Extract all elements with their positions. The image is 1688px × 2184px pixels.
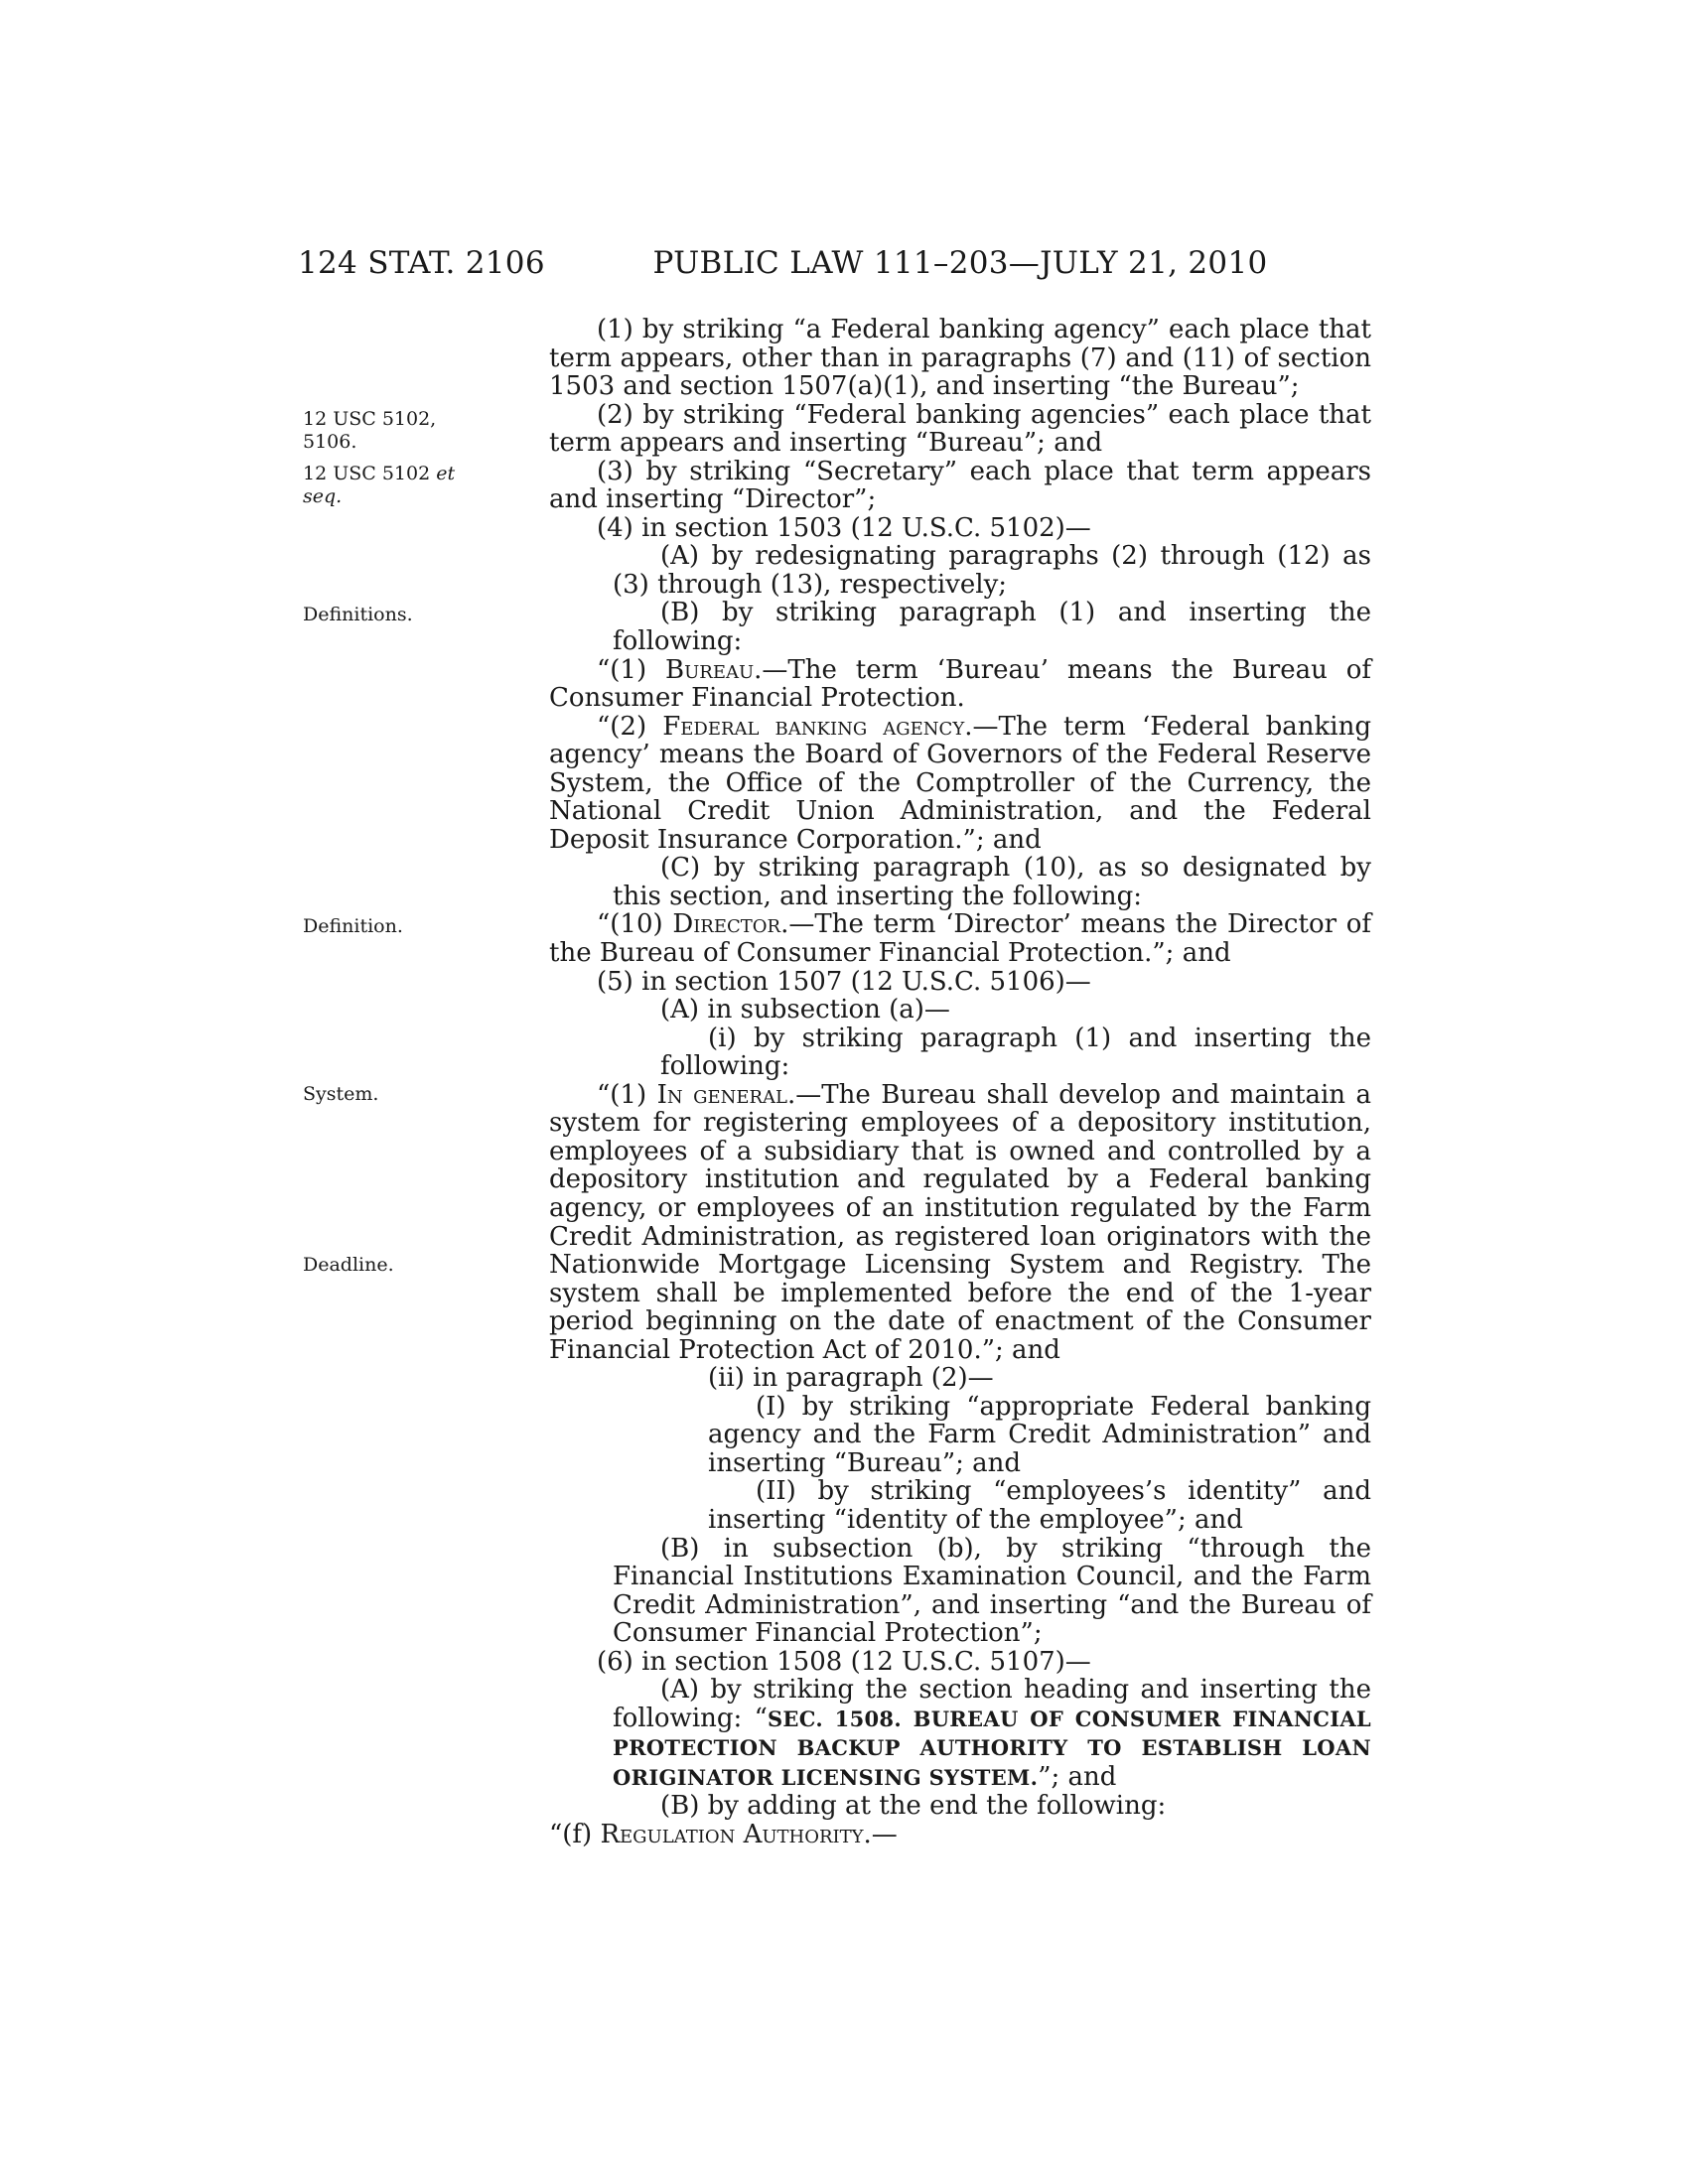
definition-number: “(2) [597,711,663,742]
inserted-text: .— [863,1819,898,1849]
definition-text: .—The term ‘Bureau’ means the Bureau of Consumer Financial Protection. [549,654,1371,714]
subparagraph-text-end: ”; and [1038,1761,1117,1792]
page-reference: 124 STAT. 2106 [298,245,545,281]
definition-term: Director [672,909,781,940]
subparagraph-4a: (A) by redesignating paragraphs (2) through (12) as (3) through (13), respectively; [613,541,1371,600]
margin-note-deadline: Deadline. [303,1254,394,1276]
margin-note-definition: Definition. [303,915,403,937]
subclause-5a-ii-I: (I) by striking “appropriate Federal banking agency and the Farm Credit Administration” and inserting “Bureau”; and [708,1391,1371,1478]
inserted-number: “(f) [549,1819,601,1849]
subclause-5a-ii-II: (II) by striking “employees’s identity” and inserting “identity of the employee”; and [708,1476,1371,1535]
margin-note-et-seq: et seq. [303,463,456,507]
subparagraph-5b: (B) in subsection (b), by striking “through the Financial Institutions Examination Council, and the Farm Credit Administration”, and inserting “and the Bureau of Consumer Financial Protection”; [613,1533,1371,1649]
definition-bureau [549,656,1371,713]
subparagraph-text: (A) by striking the section heading and inserting the following: “ [613,1675,1371,1733]
inserted-heading: In general [656,1079,787,1110]
clause-5a-ii: (ii) in paragraph (2)— [708,1363,994,1394]
subparagraph-4c: (C) by striking paragraph (10), as so designated by this section, and inserting the following: [613,853,1371,911]
clause-5a-i: (i) by striking paragraph (1) and inserting the following: [660,1023,1371,1082]
margin-note-usc-5102-et-seq [303,463,462,508]
subparagraph-6b: (B) by adding at the end the following: [660,1791,1167,1822]
subparagraph-5a: (A) in subsection (a)— [660,995,950,1025]
paragraph-4: (4) in section 1503 (12 U.S.C. 5102)— [597,512,1091,543]
paragraph-6: (6) in section 1508 (12 U.S.C. 5107)— [597,1646,1091,1677]
definition-text: .—The term ‘Director’ means the Director of the Bureau of Consumer Financial Protection.”; and [549,909,1371,969]
statute-body [549,316,1371,1849]
margin-note-definitions: Definitions. [303,604,413,625]
page-title: PUBLIC LAW 111–203—JULY 21, 2010 [652,245,1268,281]
definition-number: “(1) [597,654,666,685]
inserted-text: .—The Bureau shall develop and maintain a system for registering employees of a depository institution, employees of a subsidiary that is owned and controlled by a depository institution and regulated by a Federal banking agency, or employees of an institution regulated by the Farm Credit Administration, as registered loan originators with the Nationwide Mortgage Licensing System and Registry. The system shall be implemented before the end of the 1-year period beginning on the date of enactment of the Consumer Financial Protection Act of 2010.”; and [549,1079,1371,1365]
definition-term: Federal banking agency [662,711,965,742]
subparagraph-6a [549,1676,1371,1792]
paragraph-1: (1) by striking “a Federal banking agency” each place that term appears, other than in paragraphs (7) and (11) of section 1503 and section 1507(a)(1), and inserting “the Bureau”; [549,315,1371,402]
margin-note-usc-5102-5106: 12 USC 5102, 5106. [303,408,437,453]
definition-text: .—The term ‘Federal banking agency’ means the Board of Governors of the Federal Reserve System, the Office of the Comptroller of the Currency, the National Credit Union Administration, and the Federal Deposit Insurance Corporation.”; and [549,711,1372,855]
inserted-regulation-authority [549,1821,1371,1849]
margin-note-usc-text: 12 USC 5102 [303,463,437,484]
section-heading: SEC. 1508. BUREAU OF CONSUMER FINANCIAL PROTECTION BACKUP AUTHORITY TO ESTABLISH LOAN ORIGINATOR LICENSING SYSTEM. [613,1706,1371,1790]
paragraph-2: (2) by striking “Federal banking agencies” each place that term appears and inserting “Bureau”; and [549,399,1371,459]
inserted-number: “(1) [597,1079,657,1110]
paragraph-3: (3) by striking “Secretary” each place that term appears and inserting “Director”; [549,456,1371,515]
margin-note-system: System. [303,1083,379,1105]
inserted-in-general [549,1081,1371,1364]
inserted-heading: Regulation Authority [600,1819,864,1849]
definition-number: “(10) [597,909,673,940]
definition-term: Bureau [665,654,755,685]
paragraph-5: (5) in section 1507 (12 U.S.C. 5106)— [597,966,1091,997]
definition-director [549,910,1371,967]
definition-federal-banking-agency [549,713,1371,855]
subparagraph-4b: (B) by striking paragraph (1) and inserting the following: [613,598,1371,657]
